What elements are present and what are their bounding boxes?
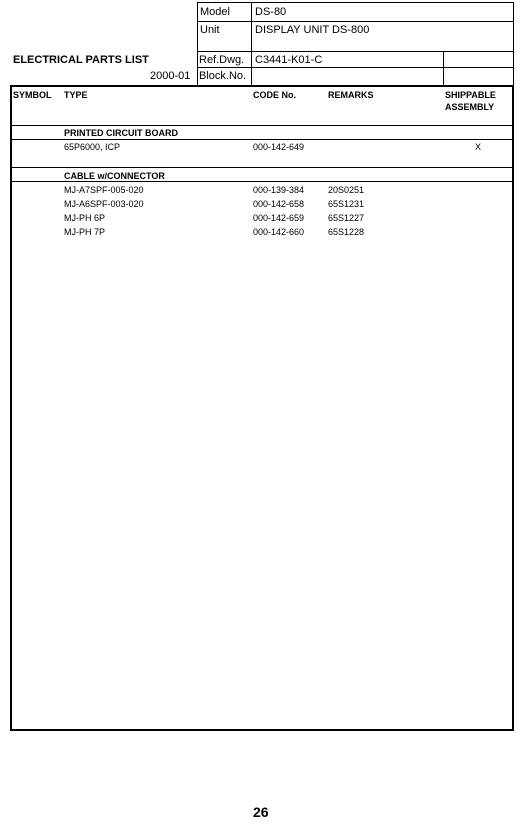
col-remarks: REMARKS — [328, 90, 374, 100]
row-remarks: 65S1231 — [328, 199, 365, 209]
row-code: 000-142-659 — [253, 213, 305, 223]
col-code: CODE No. — [253, 90, 297, 100]
block-label: Block.No. — [199, 70, 247, 82]
row-type: 65P6000, ICP — [64, 142, 121, 152]
row-type: MJ-A7SPF-005-020 — [64, 185, 144, 195]
row-remarks: 65S1227 — [328, 213, 365, 223]
row-remarks: 20S0251 — [328, 185, 365, 195]
page-title: ELECTRICAL PARTS LIST — [13, 54, 149, 66]
col-symbol: SYMBOL — [13, 90, 52, 100]
row-type: MJ-PH 6P — [64, 213, 106, 223]
unit-value: DISPLAY UNIT DS-800 — [255, 24, 370, 36]
refdwg-label: Ref.Dwg. — [199, 54, 245, 66]
row-type: MJ-PH 7P — [64, 227, 106, 237]
col-shippable-1: SHIPPABLE — [445, 90, 496, 100]
refdwg-value: C3441-K01-C — [255, 54, 323, 66]
section-header: CABLE w/CONNECTOR — [64, 171, 165, 181]
row-code: 000-142-660 — [253, 227, 305, 237]
row-code: 000-142-649 — [253, 142, 305, 152]
page-number: 26 — [253, 804, 269, 820]
model-label: Model — [200, 6, 230, 18]
col-type: TYPE — [64, 90, 88, 100]
issue-date: 2000-01 — [150, 70, 191, 82]
row-code: 000-142-658 — [253, 199, 305, 209]
section-header: PRINTED CIRCUIT BOARD — [64, 128, 178, 138]
row-code: 000-139-384 — [253, 185, 305, 195]
row-remarks: 65S1228 — [328, 227, 365, 237]
model-value: DS-80 — [255, 6, 287, 18]
unit-label: Unit — [200, 24, 220, 36]
col-shippable-2: ASSEMBLY — [445, 102, 495, 112]
row-type: MJ-A6SPF-003-020 — [64, 199, 144, 209]
row-shippable: X — [475, 142, 482, 152]
